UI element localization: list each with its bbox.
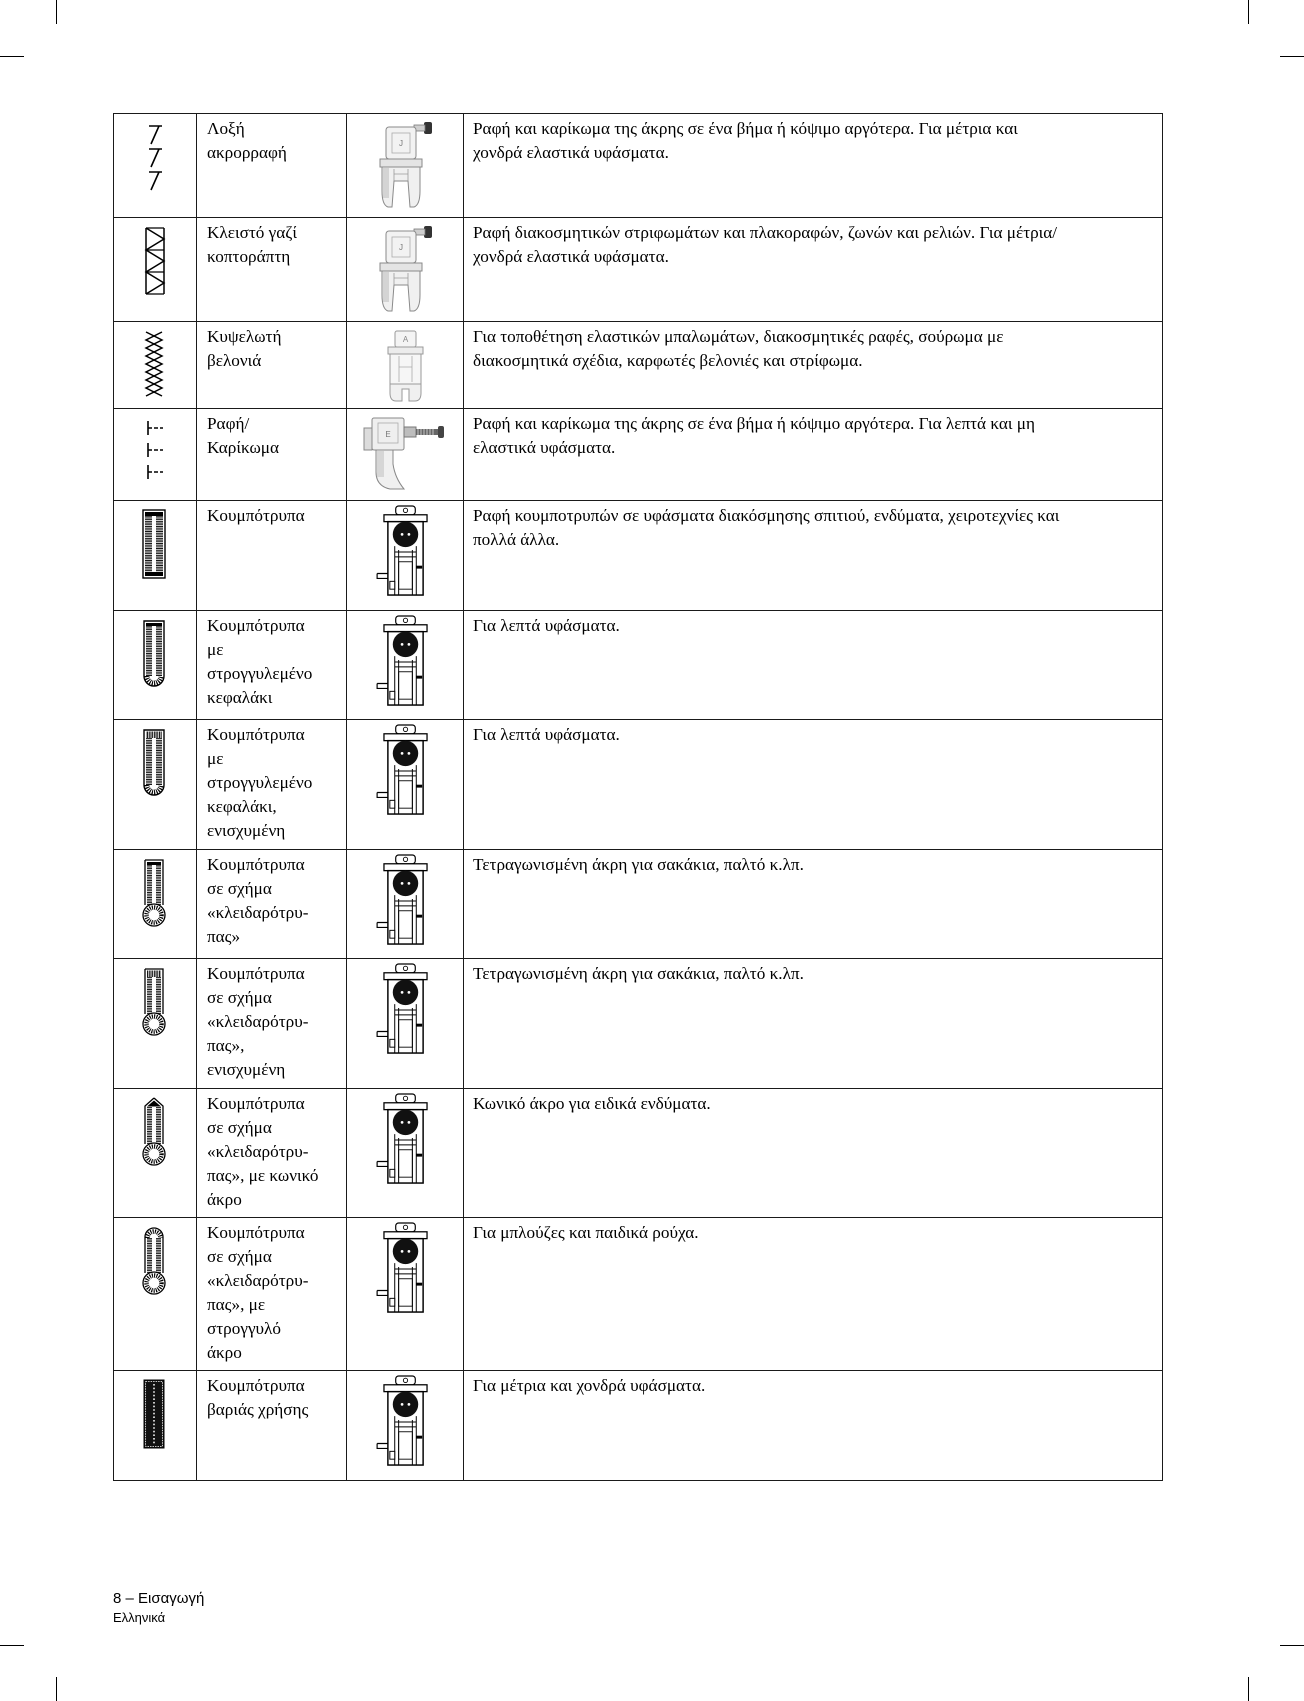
crop-mark [56, 1677, 57, 1701]
stitch-symbol-cell [114, 1218, 197, 1371]
crop-mark [1248, 1677, 1249, 1701]
presser-foot-e-icon [347, 414, 463, 491]
stitch-description: Ραφή και καρίκωμα της άκρης σε ένα βήμα ή κόψιμο αργότερα. Για λεπτά και μη ελαστικά υφάσματα. [464, 409, 1163, 501]
sensor-buttonhole-foot-icon [347, 854, 463, 946]
stitch-description: Για μέτρια και χονδρά υφάσματα. [464, 1371, 1163, 1481]
presser-foot-j-icon [347, 121, 463, 210]
crop-mark [1280, 56, 1304, 57]
page-footer-label: 8 – Εισαγωγή [113, 1590, 205, 1607]
honeycomb-stitch-icon [114, 330, 196, 400]
presser-foot-letter: J [398, 139, 403, 148]
presser-foot-cell [347, 611, 464, 720]
crop-mark [0, 1645, 24, 1646]
stitch-name: Κουμπότρυπα σε σχήμα «κλειδαρότρυ- πας», με στρογγυλό άκρο [197, 1218, 347, 1371]
stitch-description: Ραφή διακοσμητικών στριφωμάτων και πλακοραφών, ζωνών και ρελιών. Για μέτρια/ χονδρά ελαστικά υφάσματα. [464, 218, 1163, 322]
crop-mark [1280, 1645, 1304, 1646]
stitch-symbol-cell [114, 1371, 197, 1481]
crop-mark [56, 0, 57, 24]
stitch-description: Κωνικό άκρο για ειδικά ενδύματα. [464, 1089, 1163, 1218]
sensor-buttonhole-foot-icon [347, 615, 463, 707]
presser-foot-cell [347, 1089, 464, 1218]
stitch-table-row [114, 959, 1163, 1089]
stitch-description: Για λεπτά υφάσματα. [464, 611, 1163, 720]
buttonhole-keyhole-icon [114, 858, 196, 928]
presser-foot-letter: J [398, 243, 403, 252]
crop-mark [0, 56, 24, 57]
buttonhole-keyhole-round-end-icon [114, 1226, 196, 1296]
slant-overlock-stitch-icon [114, 122, 196, 192]
closed-overlock-stitch-icon [114, 226, 196, 296]
stitch-table-row [114, 720, 1163, 850]
buttonhole-standard-icon [114, 509, 196, 579]
stitch-table-row [114, 1089, 1163, 1218]
stitch-name: Κουμπότρυπα με στρογγυλεμένο κεφαλάκι, ενισχυμένη [197, 720, 347, 850]
stitch-name: Κουμπότρυπα [197, 501, 347, 611]
presser-foot-letter: A [402, 335, 408, 344]
stitch-symbol-cell [114, 850, 197, 959]
stitch-description: Τετραγωνισμένη άκρη για σακάκια, παλτό κ.λπ. [464, 959, 1163, 1089]
stitch-symbol-cell [114, 218, 197, 322]
crop-mark [1248, 0, 1249, 24]
stitch-table-row [114, 611, 1163, 720]
stitch-table-row [114, 322, 1163, 409]
presser-foot-cell [347, 959, 464, 1089]
presser-foot-cell [347, 1218, 464, 1371]
stitch-description: Τετραγωνισμένη άκρη για σακάκια, παλτό κ.λπ. [464, 850, 1163, 959]
stitch-name: Κλειστό γαζί κοπτοράπτη [197, 218, 347, 322]
stitch-name: Ραφή/ Καρίκωμα [197, 409, 347, 501]
presser-foot-cell [347, 114, 464, 218]
buttonhole-keyhole-reinforced-icon [114, 967, 196, 1037]
stitch-name: Κουμπότρυπα σε σχήμα «κλειδαρότρυ- πας», ενισχυμένη [197, 959, 347, 1089]
stitch-table-row [114, 409, 1163, 501]
stitch-table-row [114, 1218, 1163, 1371]
stitch-description: Για λεπτά υφάσματα. [464, 720, 1163, 850]
stitch-table-row [114, 501, 1163, 611]
sensor-buttonhole-foot-icon [347, 1222, 463, 1314]
stitch-description: Για μπλούζες και παιδικά ρούχα. [464, 1218, 1163, 1371]
stitch-name: Κουμπότρυπα με στρογγυλεμένο κεφαλάκι [197, 611, 347, 720]
sensor-buttonhole-foot-icon [347, 1375, 463, 1467]
stitch-description: Ραφή και καρίκωμα της άκρης σε ένα βήμα ή κόψιμο αργότερα. Για μέτρια και χονδρά ελαστικά υφάσματα. [464, 114, 1163, 218]
stitch-name: Κυψελωτή βελονιά [197, 322, 347, 409]
sensor-buttonhole-foot-icon [347, 1093, 463, 1185]
stitch-symbol-cell [114, 720, 197, 850]
stitch-symbol-cell [114, 959, 197, 1089]
stitch-symbol-cell [114, 611, 197, 720]
stitch-name: Κουμπότρυπα βαριάς χρήσης [197, 1371, 347, 1481]
sensor-buttonhole-foot-icon [347, 505, 463, 597]
sensor-buttonhole-foot-icon [347, 963, 463, 1055]
presser-foot-cell [347, 409, 464, 501]
sensor-buttonhole-foot-icon [347, 724, 463, 816]
buttonhole-keyhole-tapered-icon [114, 1097, 196, 1167]
stitch-table-row [114, 114, 1163, 218]
stitch-symbol-cell [114, 322, 197, 409]
presser-foot-a-icon [347, 329, 463, 403]
presser-foot-letter: E [385, 430, 391, 439]
presser-foot-cell [347, 322, 464, 409]
presser-foot-cell [347, 218, 464, 322]
buttonhole-heavy-duty-icon [114, 1379, 196, 1449]
presser-foot-cell [347, 850, 464, 959]
presser-foot-cell [347, 720, 464, 850]
stitch-name: Κουμπότρυπα σε σχήμα «κλειδαρότρυ- πας» [197, 850, 347, 959]
presser-foot-cell [347, 501, 464, 611]
sew-overcast-stitch-icon [114, 417, 196, 487]
buttonhole-rounded-icon [114, 619, 196, 689]
stitch-description: Για τοποθέτηση ελαστικών μπαλωμάτων, διακοσμητικές ραφές, σούρωμα με διακοσμητικά σχέδια, καρφωτές βελονιές και στρίφωμα. [464, 322, 1163, 409]
stitch-symbol-cell [114, 114, 197, 218]
stitch-symbol-cell [114, 409, 197, 501]
stitch-table-row [114, 218, 1163, 322]
stitch-description: Ραφή κουμποτρυπών σε υφάσματα διακόσμησης σπιτιού, ενδύματα, χειροτεχνίες και πολλά άλλα. [464, 501, 1163, 611]
presser-foot-cell [347, 1371, 464, 1481]
presser-foot-j-icon [347, 225, 463, 314]
page-footer-language: Ελληνικά [113, 1610, 166, 1625]
buttonhole-rounded-reinforced-icon [114, 728, 196, 798]
stitch-table-row [114, 1371, 1163, 1481]
stitch-symbol-cell [114, 1089, 197, 1218]
stitch-table [113, 113, 1163, 1481]
stitch-name: Κουμπότρυπα σε σχήμα «κλειδαρότρυ- πας», με κωνικό άκρο [197, 1089, 347, 1218]
stitch-table-row [114, 850, 1163, 959]
stitch-table-body [114, 114, 1163, 1481]
stitch-name: Λοξή ακρορραφή [197, 114, 347, 218]
stitch-symbol-cell [114, 501, 197, 611]
